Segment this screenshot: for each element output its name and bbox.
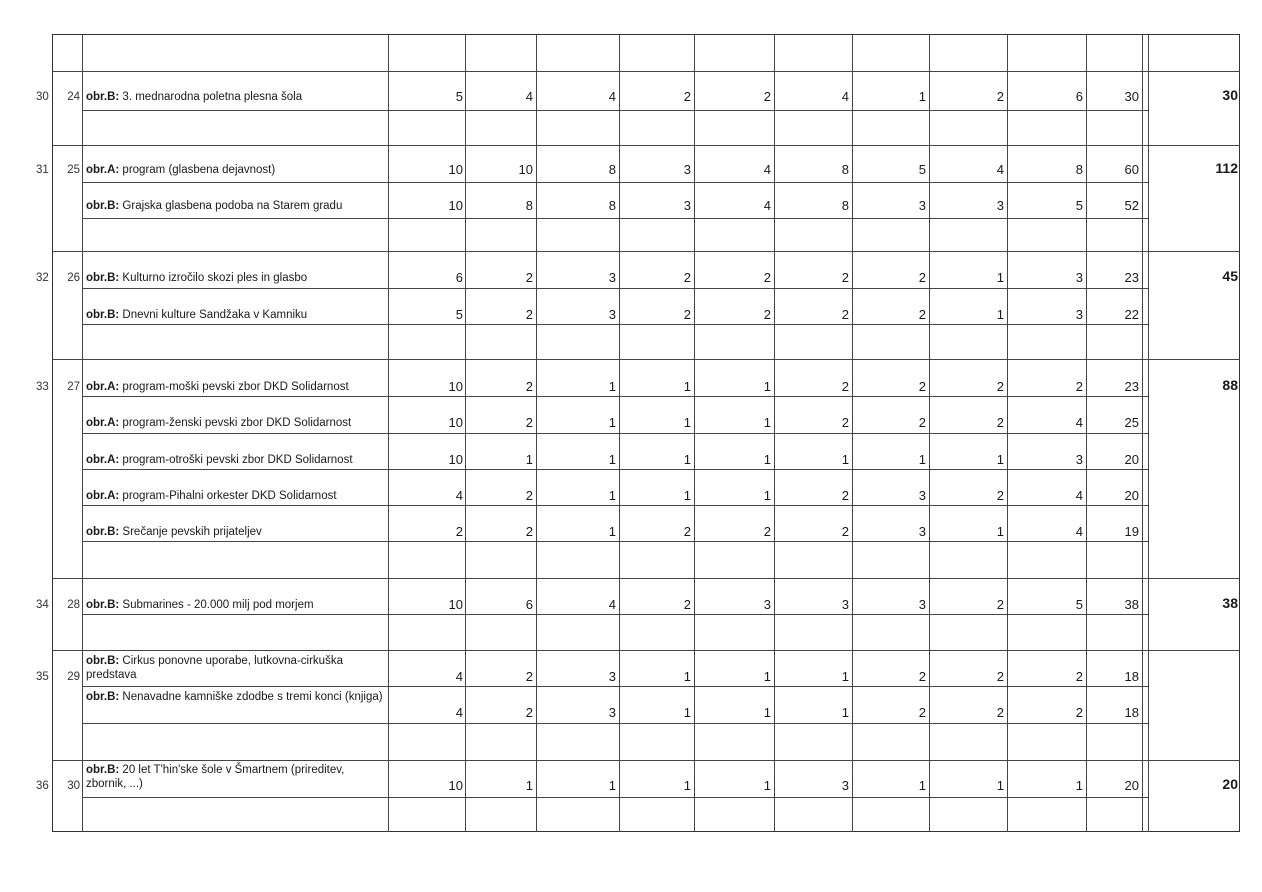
- score-cell: 1: [608, 452, 616, 467]
- item-number: 26: [67, 272, 80, 284]
- item-description: [86, 453, 384, 467]
- category-prefix: obr.B:: [86, 272, 120, 284]
- score-cell: 3: [763, 597, 771, 612]
- score-cell: 1: [763, 669, 771, 684]
- score-cell: 4: [455, 669, 463, 684]
- score-cell: 1: [918, 778, 926, 793]
- score-cell: 6: [1075, 89, 1083, 104]
- score-cell: 2: [996, 379, 1004, 394]
- sum-cell: 20: [1124, 452, 1139, 467]
- score-cell: 3: [608, 307, 616, 322]
- score-cell: 6: [455, 270, 463, 285]
- category-prefix: obr.A:: [86, 490, 120, 502]
- score-cell: 4: [455, 705, 463, 720]
- score-cell: 3: [608, 669, 616, 684]
- score-cell: 5: [1075, 597, 1083, 612]
- item-title: Dnevni kulture Sandžaka v Kamniku: [119, 309, 308, 321]
- score-cell: 2: [683, 307, 691, 322]
- category-prefix: obr.B:: [86, 91, 120, 103]
- category-prefix: obr.B:: [86, 200, 120, 212]
- score-cell: 2: [683, 524, 691, 539]
- score-cell: 8: [841, 198, 849, 213]
- score-cell: 1: [683, 669, 691, 684]
- score-cell: 10: [518, 162, 533, 177]
- score-cell: 3: [918, 524, 926, 539]
- score-cell: 1: [608, 379, 616, 394]
- item-description: [86, 380, 384, 394]
- score-cell: 3: [918, 597, 926, 612]
- category-prefix: obr.A:: [86, 417, 120, 429]
- row-divider: [82, 433, 1148, 434]
- row-divider: [82, 541, 1148, 542]
- score-cell: 6: [525, 597, 533, 612]
- group-number: 35: [36, 671, 49, 683]
- row-divider: [82, 686, 1148, 687]
- category-prefix: obr.A:: [86, 164, 120, 176]
- score-cell: 1: [683, 488, 691, 503]
- row-divider: [82, 110, 1148, 111]
- row-divider: [52, 578, 1240, 579]
- score-cell: 4: [1075, 524, 1083, 539]
- score-cell: 10: [448, 778, 463, 793]
- score-cell: 4: [763, 162, 771, 177]
- score-cell: 4: [1075, 488, 1083, 503]
- score-cell: 2: [525, 669, 533, 684]
- score-cell: 3: [1075, 270, 1083, 285]
- score-cell: 2: [1075, 705, 1083, 720]
- category-prefix: obr.B:: [86, 691, 120, 703]
- item-description: [86, 598, 384, 612]
- score-cell: 10: [448, 415, 463, 430]
- score-cell: 2: [525, 415, 533, 430]
- category-prefix: obr.A:: [86, 381, 120, 393]
- item-description: [86, 489, 384, 503]
- group-number: 31: [36, 164, 49, 176]
- group-number: 36: [36, 780, 49, 792]
- sum-cell: 38: [1124, 597, 1139, 612]
- score-cell: 2: [525, 379, 533, 394]
- score-cell: 2: [918, 705, 926, 720]
- score-cell: 2: [996, 705, 1004, 720]
- score-cell: 1: [525, 452, 533, 467]
- item-description: [86, 654, 384, 682]
- sum-cell: 30: [1124, 89, 1139, 104]
- score-cell: 1: [763, 452, 771, 467]
- score-cell: 1: [683, 379, 691, 394]
- score-cell: 1: [918, 452, 926, 467]
- score-cell: 8: [608, 198, 616, 213]
- total-cell: 45: [1222, 268, 1238, 284]
- score-cell: 3: [918, 488, 926, 503]
- score-cell: 1: [841, 669, 849, 684]
- row-divider: [82, 505, 1148, 506]
- row-divider: [52, 71, 1240, 72]
- item-description: [86, 163, 384, 177]
- score-cell: 2: [525, 524, 533, 539]
- row-divider: [52, 145, 1240, 146]
- item-title: Submarines - 20.000 milj pod morjem: [119, 599, 314, 611]
- row-divider: [82, 396, 1148, 397]
- item-description: [86, 271, 384, 285]
- score-cell: 3: [918, 198, 926, 213]
- score-cell: 2: [455, 524, 463, 539]
- score-cell: 1: [1075, 778, 1083, 793]
- score-cell: 1: [683, 452, 691, 467]
- score-cell: 4: [763, 198, 771, 213]
- score-cell: 3: [683, 198, 691, 213]
- row-divider: [82, 288, 1148, 289]
- score-cell: 2: [841, 415, 849, 430]
- score-cell: 1: [608, 488, 616, 503]
- score-cell: 1: [996, 778, 1004, 793]
- score-cell: 1: [683, 705, 691, 720]
- score-cell: 2: [996, 89, 1004, 104]
- score-cell: 10: [448, 162, 463, 177]
- row-divider: [52, 359, 1240, 360]
- sum-cell: 18: [1124, 705, 1139, 720]
- score-cell: 2: [841, 488, 849, 503]
- score-cell: 1: [841, 705, 849, 720]
- item-number: 27: [67, 381, 80, 393]
- score-cell: 1: [763, 488, 771, 503]
- score-cell: 2: [918, 307, 926, 322]
- category-prefix: obr.B:: [86, 764, 120, 776]
- category-prefix: obr.B:: [86, 655, 120, 667]
- score-cell: 2: [918, 415, 926, 430]
- item-title: Grajska glasbena podoba na Starem gradu: [119, 200, 343, 212]
- row-divider: [82, 469, 1148, 470]
- column-divider: [1148, 34, 1149, 832]
- item-title: program-otroški pevski zbor DKD Solidarnost: [119, 454, 353, 466]
- row-divider: [82, 723, 1148, 724]
- row-divider: [82, 797, 1148, 798]
- score-cell: 2: [763, 270, 771, 285]
- category-prefix: obr.A:: [86, 454, 120, 466]
- category-prefix: obr.B:: [86, 526, 120, 538]
- item-title: 20 let T'hin'ske šole v Šmartnem (prireditev, zbornik, ...): [86, 764, 345, 790]
- score-cell: 1: [608, 415, 616, 430]
- item-description: [86, 199, 384, 213]
- score-cell: 2: [918, 270, 926, 285]
- item-title: Cirkus ponovne uporabe, lutkovna-cirkuška predstava: [86, 655, 343, 681]
- score-cell: 10: [448, 452, 463, 467]
- score-cell: 4: [455, 488, 463, 503]
- sum-cell: 52: [1124, 198, 1139, 213]
- score-cell: 8: [841, 162, 849, 177]
- score-cell: 10: [448, 597, 463, 612]
- item-number: 25: [67, 164, 80, 176]
- score-cell: 3: [608, 270, 616, 285]
- row-divider: [52, 760, 1240, 761]
- item-title: program (glasbena dejavnost): [119, 164, 276, 176]
- item-description: [86, 690, 384, 704]
- item-number: 24: [67, 91, 80, 103]
- score-cell: 5: [455, 307, 463, 322]
- item-number: 28: [67, 599, 80, 611]
- sum-cell: 60: [1124, 162, 1139, 177]
- item-description: [86, 763, 384, 791]
- score-cell: 1: [608, 524, 616, 539]
- score-cell: 3: [608, 705, 616, 720]
- score-cell: 1: [996, 524, 1004, 539]
- score-cell: 1: [996, 307, 1004, 322]
- item-description: [86, 416, 384, 430]
- score-cell: 2: [525, 307, 533, 322]
- score-cell: 3: [841, 778, 849, 793]
- score-cell: 2: [996, 415, 1004, 430]
- score-cell: 1: [996, 270, 1004, 285]
- row-divider: [82, 324, 1148, 325]
- score-cell: 3: [1075, 452, 1083, 467]
- item-title: program-moški pevski zbor DKD Solidarnost: [119, 381, 349, 393]
- row-divider: [52, 650, 1240, 651]
- item-title: 3. mednarodna poletna plesna šola: [119, 91, 303, 103]
- score-cell: 8: [1075, 162, 1083, 177]
- score-cell: 3: [1075, 307, 1083, 322]
- score-cell: 2: [996, 488, 1004, 503]
- score-cell: 2: [996, 669, 1004, 684]
- score-cell: 2: [525, 705, 533, 720]
- row-divider: [82, 218, 1148, 219]
- group-number: 34: [36, 599, 49, 611]
- score-cell: 2: [1075, 669, 1083, 684]
- sum-cell: 23: [1124, 379, 1139, 394]
- score-cell: 1: [763, 379, 771, 394]
- score-cell: 4: [608, 597, 616, 612]
- score-cell: 2: [1075, 379, 1083, 394]
- score-cell: 2: [525, 270, 533, 285]
- sum-cell: 20: [1124, 778, 1139, 793]
- score-cell: 2: [841, 307, 849, 322]
- score-cell: 2: [763, 524, 771, 539]
- score-cell: 4: [608, 89, 616, 104]
- score-cell: 1: [763, 778, 771, 793]
- score-cell: 2: [841, 524, 849, 539]
- item-description: [86, 525, 384, 539]
- sum-cell: 19: [1124, 524, 1139, 539]
- score-cell: 10: [448, 198, 463, 213]
- row-divider: [82, 182, 1148, 183]
- total-cell: 20: [1222, 776, 1238, 792]
- score-cell: 8: [608, 162, 616, 177]
- category-prefix: obr.B:: [86, 309, 120, 321]
- score-cell: 1: [763, 415, 771, 430]
- score-cell: 5: [1075, 198, 1083, 213]
- score-cell: 1: [683, 778, 691, 793]
- item-title: Srečanje pevskih prijateljev: [119, 526, 262, 538]
- score-cell: 3: [841, 597, 849, 612]
- item-title: program-ženski pevski zbor DKD Solidarnost: [119, 417, 352, 429]
- score-cell: 10: [448, 379, 463, 394]
- sum-cell: 18: [1124, 669, 1139, 684]
- score-cell: 4: [996, 162, 1004, 177]
- score-cell: 5: [918, 162, 926, 177]
- row-divider: [52, 251, 1240, 252]
- score-cell: 4: [1075, 415, 1083, 430]
- score-cell: 2: [763, 89, 771, 104]
- score-cell: 1: [918, 89, 926, 104]
- score-cell: 1: [841, 452, 849, 467]
- score-cell: 2: [996, 597, 1004, 612]
- sum-cell: 25: [1124, 415, 1139, 430]
- score-cell: 2: [918, 379, 926, 394]
- score-cell: 2: [683, 89, 691, 104]
- sum-cell: 23: [1124, 270, 1139, 285]
- score-cell: 1: [525, 778, 533, 793]
- score-cell: 2: [841, 379, 849, 394]
- row-divider: [82, 614, 1148, 615]
- total-cell: 38: [1222, 595, 1238, 611]
- sum-cell: 20: [1124, 488, 1139, 503]
- total-cell: 112: [1215, 160, 1238, 176]
- score-cell: 2: [683, 597, 691, 612]
- score-cell: 4: [841, 89, 849, 104]
- score-cell: 1: [763, 705, 771, 720]
- item-title: program-Pihalni orkester DKD Solidarnost: [119, 490, 337, 502]
- total-cell: 88: [1222, 377, 1238, 393]
- score-cell: 3: [683, 162, 691, 177]
- group-number: 32: [36, 272, 49, 284]
- item-title: Kulturno izročilo skozi ples in glasbo: [119, 272, 308, 284]
- score-cell: 5: [455, 89, 463, 104]
- score-cell: 4: [525, 89, 533, 104]
- item-number: 29: [67, 671, 80, 683]
- group-number: 33: [36, 381, 49, 393]
- total-cell: 30: [1222, 87, 1238, 103]
- score-cell: 3: [996, 198, 1004, 213]
- item-title: Nenavadne kamniške zdodbe s tremi konci (knjiga): [119, 691, 383, 703]
- score-cell: 1: [608, 778, 616, 793]
- category-prefix: obr.B:: [86, 599, 120, 611]
- score-cell: 2: [683, 270, 691, 285]
- item-number: 30: [67, 780, 80, 792]
- sum-cell: 22: [1124, 307, 1139, 322]
- score-cell: 8: [525, 198, 533, 213]
- item-description: [86, 308, 384, 322]
- score-cell: 1: [683, 415, 691, 430]
- score-cell: 2: [525, 488, 533, 503]
- score-cell: 2: [763, 307, 771, 322]
- group-number: 30: [36, 91, 49, 103]
- item-description: [86, 90, 384, 104]
- score-cell: 2: [918, 669, 926, 684]
- score-cell: 1: [996, 452, 1004, 467]
- score-cell: 2: [841, 270, 849, 285]
